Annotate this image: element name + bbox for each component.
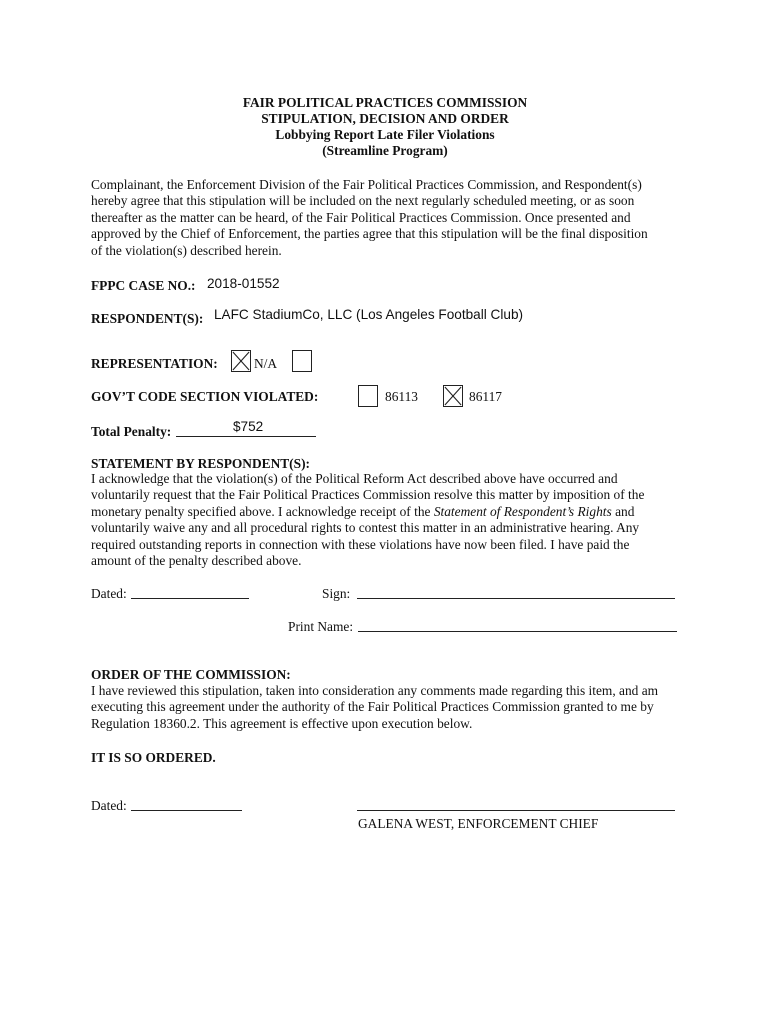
order-heading: ORDER OF THE COMMISSION:	[91, 667, 291, 682]
representation-na-checkbox[interactable]	[231, 350, 251, 372]
print-name-field[interactable]	[358, 631, 677, 632]
order-line: Regulation 18360.2. This agreement is effective upon execution below.	[91, 715, 473, 731]
intro-line: Complainant, the Enforcement Division of the Fair Political Practices Commission, and Respondent(s)	[91, 177, 642, 192]
form-subtitle: STIPULATION, DECISION AND ORDER	[261, 111, 509, 126]
code-section-label: GOV’T CODE SECTION VIOLATED:	[91, 389, 319, 404]
print-name-label: Print Name:	[288, 619, 354, 634]
statement-text: and	[611, 503, 635, 519]
code-86113-label: 86113	[385, 389, 418, 404]
statement-line: voluntarily request that the Fair Political Practices Commission resolve this matter by imposition of the	[91, 487, 645, 503]
statement-line: required outstanding reports in connection with these violations have now been filed. I have paid the	[91, 536, 630, 552]
case-number-label: FPPC CASE NO.:	[91, 278, 196, 293]
order-paragraph	[91, 683, 691, 732]
code-86117-checkbox[interactable]	[443, 385, 463, 407]
intro-line: hereby agree that this stipulation will be included on the next regularly scheduled meeting, or as soon	[91, 193, 635, 209]
total-penalty-value[interactable]: $752	[233, 419, 264, 434]
order-date-field[interactable]	[131, 810, 242, 811]
sign-label: Sign:	[322, 586, 351, 601]
statement-line: amount of the penalty described above.	[91, 553, 302, 569]
statement-paragraph	[91, 471, 691, 569]
intro-line: of the violation(s) described herein.	[91, 242, 282, 258]
order-dated-label: Dated:	[91, 798, 127, 813]
total-penalty-label: Total Penalty:	[91, 424, 172, 439]
x-mark-icon	[444, 386, 462, 406]
representation-other-checkbox[interactable]	[292, 350, 312, 372]
statement-text: monetary penalty specified above. I acknowledge receipt of the	[91, 503, 434, 519]
respondent-value[interactable]: LAFC StadiumCo, LLC (Los Angeles Football Club)	[214, 307, 524, 322]
respondent-label: RESPONDENT(S):	[91, 311, 204, 326]
respondent-rights-reference: Statement of Respondent’s Rights	[433, 503, 612, 519]
statement-line: I acknowledge that the violation(s) of the Political Reform Act described above have occurred and	[91, 471, 618, 486]
form-category: Lobbying Report Late Filer Violations	[275, 127, 495, 142]
respondent-dated-label: Dated:	[91, 586, 127, 601]
representation-na-label: N/A	[254, 356, 278, 371]
form-title: FAIR POLITICAL PRACTICES COMMISSION	[242, 95, 528, 110]
chief-signature-line[interactable]	[357, 810, 675, 811]
intro-line: approved by the Chief of Enforcement, the parties agree that this stipulation will be the final disposition	[91, 226, 648, 242]
statement-line	[91, 504, 691, 520]
statement-heading: STATEMENT BY RESPONDENT(S):	[91, 456, 310, 471]
case-number-value[interactable]: 2018-01552	[207, 276, 280, 291]
form-program: (Streamline Program)	[322, 143, 448, 158]
so-ordered-text: IT IS SO ORDERED.	[91, 750, 216, 765]
order-line: I have reviewed this stipulation, taken into consideration any comments made regarding this item, and am	[91, 683, 659, 698]
intro-paragraph	[91, 177, 691, 259]
respondent-date-field[interactable]	[131, 598, 249, 599]
representation-label: REPRESENTATION:	[91, 356, 218, 371]
code-86113-checkbox[interactable]	[358, 385, 378, 407]
order-line: executing this agreement under the authority of the Fair Political Practices Commission granted to me by	[91, 699, 654, 715]
signer-name: GALENA WEST, ENFORCEMENT CHIEF	[358, 816, 599, 831]
statement-line: voluntarily waive any and all procedural rights to contest this matter in an administrative hearing. Any	[91, 520, 640, 536]
intro-line: thereafter as the matter can be heard, of the Fair Political Practices Commission. Once presented and	[91, 209, 631, 225]
signature-field[interactable]	[357, 598, 675, 599]
penalty-underline	[176, 436, 316, 437]
x-mark-icon	[232, 351, 250, 371]
code-86117-label: 86117	[469, 389, 502, 404]
